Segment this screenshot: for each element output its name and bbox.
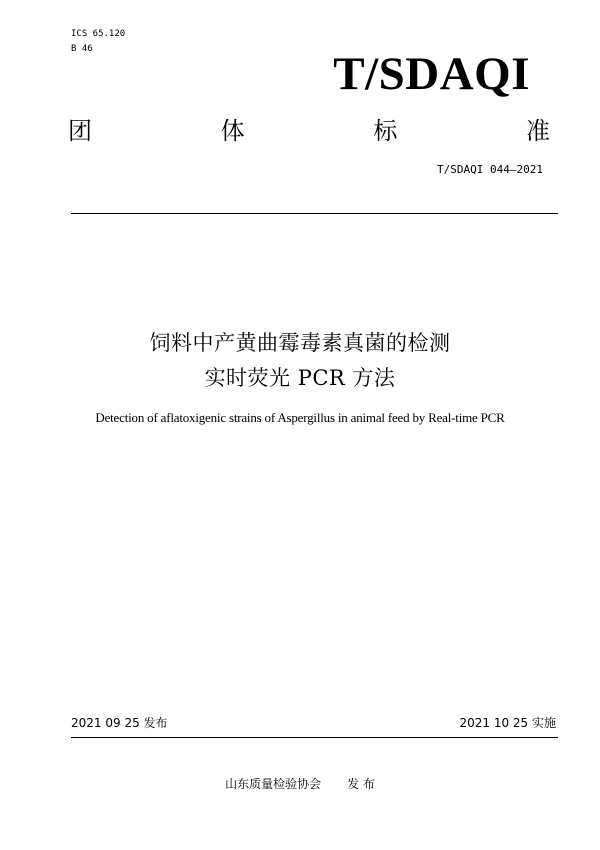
type-char-4: 准 — [525, 117, 550, 145]
english-title: Detection of aflatoxigenic strains of Aspergillus in animal feed by Real-time PCR — [95, 410, 505, 425]
ics-code: ICS 65.120 — [71, 29, 126, 39]
implementation-date: 2021 10 25 实施 — [459, 716, 556, 730]
document-number: T/SDAQI 044—2021 — [437, 163, 543, 176]
type-char-2: 体 — [220, 117, 245, 145]
standard-type-title — [68, 116, 550, 146]
publisher-name: 山东质量检验协会 — [225, 777, 322, 791]
bottom-divider — [71, 737, 558, 738]
type-char-1: 团 — [68, 117, 92, 145]
top-divider — [71, 213, 558, 214]
issue-date: 2021 09 25 发布 — [71, 716, 168, 730]
ccs-code: B 46 — [71, 44, 93, 54]
publisher-line — [0, 776, 600, 792]
publish-word: 发 布 — [347, 777, 375, 791]
standard-logo: T/SDAQI — [333, 48, 530, 100]
chinese-title-line-2: 实时荧光 PCR 方法 — [204, 366, 396, 390]
chinese-title-line-1: 饲料中产黄曲霉毒素真菌的检测 — [149, 331, 451, 355]
type-char-3: 标 — [373, 117, 398, 145]
